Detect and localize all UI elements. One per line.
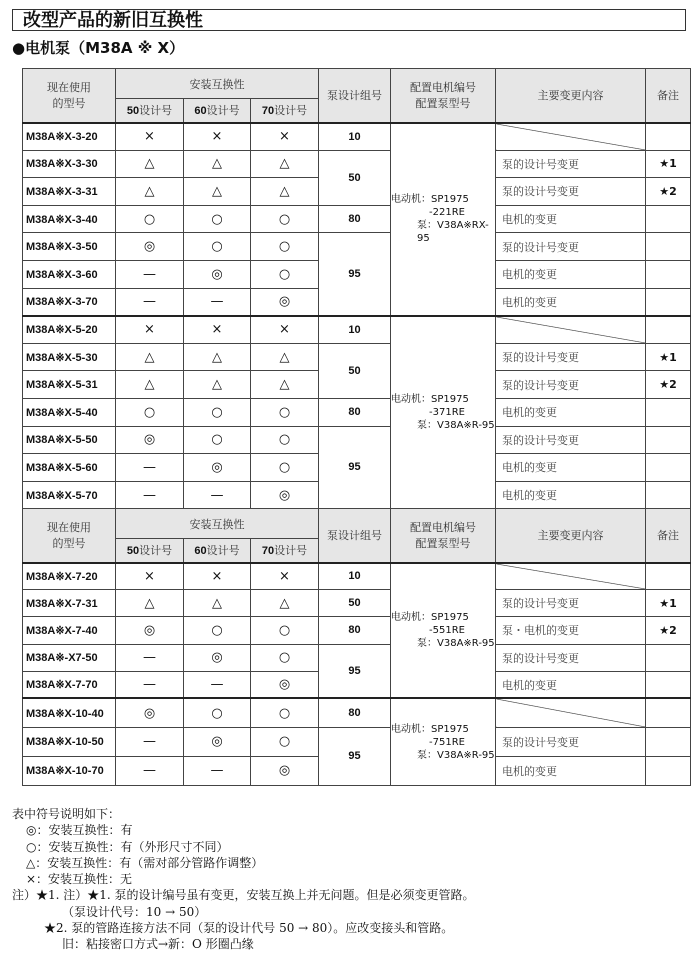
compatibility-table-1	[22, 68, 691, 509]
motor-line: 电动机：SP1975	[391, 194, 469, 206]
compat-symbol-60: ×	[184, 563, 251, 590]
model-cell: M38A※X-10-40	[23, 698, 116, 727]
header-group: 泵设计组号	[319, 509, 391, 563]
compat-symbol-50: —	[116, 644, 184, 671]
header-motor: 配置电机编号 配置泵型号	[391, 69, 496, 123]
compat-symbol-60: △	[184, 178, 251, 206]
note-cell	[646, 644, 691, 671]
note-cell	[646, 316, 691, 344]
change-cell: 泵的设计号变更	[496, 371, 646, 399]
compat-symbol-70: ○	[251, 426, 319, 454]
note-cell: ★2	[646, 178, 691, 206]
model-cell: M38A※X-3-20	[23, 123, 116, 151]
table-row	[23, 233, 691, 261]
note-cell	[646, 123, 691, 151]
motor-line: -221RE	[429, 207, 465, 219]
compat-symbol-70: ◎	[251, 671, 319, 698]
motor-line: 泵：V38A※R-95	[417, 637, 495, 649]
pump-group-cell: 50	[319, 590, 391, 617]
model-cell: M38A※X-5-20	[23, 316, 116, 344]
motor-line: -551RE	[429, 624, 465, 636]
table-row	[23, 316, 691, 344]
model-cell: M38A※X-7-40	[23, 617, 116, 644]
model-cell: M38A※X-3-60	[23, 260, 116, 288]
pump-group-cell: 95	[319, 426, 391, 509]
compat-symbol-60: —	[184, 288, 251, 316]
compat-symbol-50: ○	[116, 398, 184, 426]
compat-symbol-50: △	[116, 343, 184, 371]
note-cell	[646, 205, 691, 233]
compat-symbol-50: —	[116, 671, 184, 698]
table-row	[23, 398, 691, 426]
compat-symbol-70: ×	[251, 563, 319, 590]
note-cell: ★1	[646, 590, 691, 617]
compat-symbol-70: ×	[251, 316, 319, 344]
table-row	[23, 426, 691, 454]
note-1-detail: （泵设计代号：10 → 50）	[62, 904, 207, 919]
note-cell	[646, 727, 691, 756]
compat-symbol-60: ○	[184, 617, 251, 644]
change-cell: 泵的设计号变更	[496, 727, 646, 756]
note-cell: ★2	[646, 371, 691, 399]
pump-group-cell: 50	[319, 150, 391, 205]
change-cell: 电机的变更	[496, 671, 646, 698]
compat-symbol-70: ○	[251, 617, 319, 644]
pump-group-cell: 95	[319, 727, 391, 785]
compat-symbol-70: △	[251, 178, 319, 206]
change-cell	[496, 316, 646, 344]
motor-pump-cell	[391, 123, 496, 316]
motor-line: 电动机：SP1975	[391, 611, 469, 623]
compat-symbol-60: ○	[184, 398, 251, 426]
compat-symbol-50: —	[116, 481, 184, 509]
pump-group-cell: 80	[319, 617, 391, 644]
motor-line: -751RE	[429, 736, 465, 748]
compat-symbol-70: ×	[251, 123, 319, 151]
compat-symbol-60: ○	[184, 233, 251, 261]
note-2-detail: 旧：粘接密口方式→新：O 形圈凸缘	[62, 937, 254, 952]
pump-group-cell: 95	[319, 644, 391, 698]
table-row	[23, 150, 691, 178]
change-cell	[496, 698, 646, 727]
compat-symbol-70: ○	[251, 644, 319, 671]
change-cell: 泵的设计号变更	[496, 343, 646, 371]
change-cell: 泵的设计号变更	[496, 150, 646, 178]
compat-symbol-50: △	[116, 371, 184, 399]
compat-symbol-70: △	[251, 371, 319, 399]
compat-symbol-60: ◎	[184, 260, 251, 288]
compat-symbol-60: △	[184, 343, 251, 371]
compat-symbol-60: ×	[184, 123, 251, 151]
compat-symbol-50: ○	[116, 205, 184, 233]
motor-pump-cell	[391, 316, 496, 509]
model-cell: M38A※X-3-31	[23, 178, 116, 206]
compat-symbol-60: ◎	[184, 454, 251, 482]
compat-symbol-50: —	[116, 454, 184, 482]
motor-line: 泵：V38A※R-95	[417, 419, 495, 431]
change-cell: 泵的设计号变更	[496, 426, 646, 454]
compat-symbol-50: ◎	[116, 617, 184, 644]
note-cell: ★2	[646, 617, 691, 644]
note-cell	[646, 233, 691, 261]
header-model: 现在使用 的型号	[23, 69, 116, 123]
compat-symbol-60: △	[184, 590, 251, 617]
motor-line: 泵：V38A※RX-95	[417, 220, 489, 245]
table-row	[23, 205, 691, 233]
model-cell: M38A※X-5-70	[23, 481, 116, 509]
note-1: 注）★1. 注）★1. 泵的设计编号虽有变更，安装互换上并无问题。但是必须变更管路。	[12, 888, 475, 903]
page-title: 改型产品的新旧互换性	[12, 9, 686, 31]
model-cell: M38A※X-5-31	[23, 371, 116, 399]
compat-symbol-70: △	[251, 590, 319, 617]
note-cell	[646, 454, 691, 482]
header-design-60: 60设计号	[184, 539, 251, 563]
change-cell: 电机的变更	[496, 481, 646, 509]
model-cell: M38A※X-3-40	[23, 205, 116, 233]
model-cell: M38A※X-3-70	[23, 288, 116, 316]
compat-symbol-50: —	[116, 727, 184, 756]
header-note: 备注	[646, 69, 691, 123]
model-cell: M38A※X-5-50	[23, 426, 116, 454]
motor-line: 泵：V38A※R-95	[417, 749, 495, 761]
header-design-70: 70设计号	[251, 99, 319, 123]
table-row	[23, 617, 691, 644]
note-cell	[646, 563, 691, 590]
compatibility-table-2	[22, 508, 691, 786]
compat-symbol-70: ○	[251, 233, 319, 261]
compat-symbol-60: △	[184, 371, 251, 399]
compat-symbol-50: —	[116, 288, 184, 316]
compat-symbol-50: ×	[116, 563, 184, 590]
compat-symbol-50: △	[116, 150, 184, 178]
compat-symbol-70: △	[251, 150, 319, 178]
header-motor: 配置电机编号 配置泵型号	[391, 509, 496, 563]
compat-symbol-70: △	[251, 343, 319, 371]
model-cell: M38A※X-7-70	[23, 671, 116, 698]
header-design-50: 50设计号	[116, 539, 184, 563]
compat-symbol-70: ○	[251, 727, 319, 756]
compat-symbol-50: ◎	[116, 233, 184, 261]
legend-item: △：安装互换性：有（需对部分管路作调整）	[26, 855, 264, 870]
pump-group-cell: 95	[319, 233, 391, 316]
note-cell	[646, 398, 691, 426]
pump-group-cell: 10	[319, 563, 391, 590]
header-design-70: 70设计号	[251, 539, 319, 563]
compat-symbol-50: —	[116, 260, 184, 288]
table-row	[23, 590, 691, 617]
compat-symbol-60: ×	[184, 316, 251, 344]
compat-symbol-50: ◎	[116, 426, 184, 454]
table-row	[23, 698, 691, 727]
change-cell: 电机的变更	[496, 398, 646, 426]
header-changes: 主要变更内容	[496, 509, 646, 563]
table-row	[23, 563, 691, 590]
model-cell: M38A※X-7-20	[23, 563, 116, 590]
motor-pump-cell	[391, 563, 496, 699]
model-cell: M38A※X-5-30	[23, 343, 116, 371]
note-cell	[646, 260, 691, 288]
pump-group-cell: 50	[319, 343, 391, 398]
note-cell: ★1	[646, 150, 691, 178]
compat-symbol-70: ○	[251, 398, 319, 426]
compat-symbol-60: —	[184, 756, 251, 785]
note-2: ★2. 泵的管路连接方法不同（泵的设计代号 50 → 80）。应改变接头和管路。	[44, 921, 454, 936]
note-cell	[646, 288, 691, 316]
model-cell: M38A※X-3-50	[23, 233, 116, 261]
change-cell: 电机的变更	[496, 454, 646, 482]
motor-line: 电动机：SP1975	[391, 393, 469, 405]
header-note: 备注	[646, 509, 691, 563]
header-design-50: 50设计号	[116, 99, 184, 123]
table-row	[23, 644, 691, 671]
header-model: 现在使用 的型号	[23, 509, 116, 563]
model-cell: M38A※X-3-30	[23, 150, 116, 178]
legend-item: ○：安装互换性：有（外形尺寸不同）	[26, 839, 229, 854]
pump-group-cell: 80	[319, 698, 391, 727]
legend-item: ×：安装互换性：无	[26, 872, 133, 887]
header-group: 泵设计组号	[319, 69, 391, 123]
change-cell: 泵的设计号变更	[496, 644, 646, 671]
compat-symbol-70: ◎	[251, 756, 319, 785]
note-cell	[646, 426, 691, 454]
compat-symbol-60: ○	[184, 205, 251, 233]
header-compat: 安装互换性	[116, 69, 319, 99]
change-cell: 泵的设计号变更	[496, 178, 646, 206]
compat-symbol-70: ○	[251, 205, 319, 233]
table-row	[23, 343, 691, 371]
compat-symbol-50: ×	[116, 316, 184, 344]
pump-group-cell: 80	[319, 398, 391, 426]
compat-symbol-70: ◎	[251, 481, 319, 509]
header-changes: 主要变更内容	[496, 69, 646, 123]
compat-symbol-50: —	[116, 756, 184, 785]
motor-pump-cell	[391, 698, 496, 785]
model-cell: M38A※X-7-31	[23, 590, 116, 617]
legend-item: ◎：安装互换性：有	[26, 823, 133, 838]
compat-symbol-70: ◎	[251, 288, 319, 316]
compat-symbol-60: —	[184, 671, 251, 698]
compat-symbol-50: △	[116, 178, 184, 206]
compat-symbol-70: ○	[251, 454, 319, 482]
section-subtitle: ●电机泵（M38A ※ X）	[12, 39, 185, 57]
model-cell: M38A※X-5-40	[23, 398, 116, 426]
pump-group-cell: 80	[319, 205, 391, 233]
compat-symbol-70: ○	[251, 698, 319, 727]
compat-symbol-60: ○	[184, 426, 251, 454]
change-cell	[496, 123, 646, 151]
change-cell: 泵的设计号变更	[496, 590, 646, 617]
change-cell: 电机的变更	[496, 205, 646, 233]
change-cell: 电机的变更	[496, 260, 646, 288]
compat-symbol-50: ×	[116, 123, 184, 151]
pump-group-cell: 10	[319, 316, 391, 344]
table-row	[23, 123, 691, 151]
model-cell: M38A※-X7-50	[23, 644, 116, 671]
change-cell: 电机的变更	[496, 288, 646, 316]
compat-symbol-70: ○	[251, 260, 319, 288]
legend	[12, 806, 475, 953]
compat-symbol-60: ◎	[184, 727, 251, 756]
change-cell: 泵・电机的变更	[496, 617, 646, 644]
model-cell: M38A※X-10-70	[23, 756, 116, 785]
table-row	[23, 727, 691, 756]
model-cell: M38A※X-5-60	[23, 454, 116, 482]
pump-group-cell: 10	[319, 123, 391, 151]
note-cell	[646, 698, 691, 727]
compat-symbol-50: ◎	[116, 698, 184, 727]
note-cell	[646, 671, 691, 698]
compat-symbol-60: —	[184, 481, 251, 509]
change-cell	[496, 563, 646, 590]
compat-symbol-60: ◎	[184, 644, 251, 671]
compat-symbol-60: △	[184, 150, 251, 178]
header-design-60: 60设计号	[184, 99, 251, 123]
legend-intro: 表中符号说明如下：	[12, 807, 121, 821]
change-cell: 泵的设计号变更	[496, 233, 646, 261]
model-cell: M38A※X-10-50	[23, 727, 116, 756]
motor-line: 电动机：SP1975	[391, 723, 469, 735]
compat-symbol-50: △	[116, 590, 184, 617]
change-cell: 电机的变更	[496, 756, 646, 785]
header-compat: 安装互换性	[116, 509, 319, 539]
note-cell: ★1	[646, 343, 691, 371]
motor-line: -371RE	[429, 406, 465, 418]
note-cell	[646, 481, 691, 509]
compat-symbol-60: ○	[184, 698, 251, 727]
note-cell	[646, 756, 691, 785]
